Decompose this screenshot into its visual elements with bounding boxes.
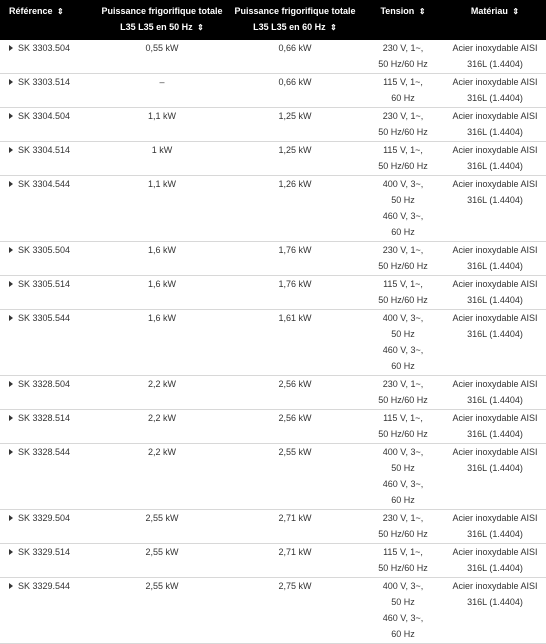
table-row[interactable] [0,276,546,310]
table-row[interactable] [0,74,546,108]
cell-voltage-line: 60 Hz [391,227,415,237]
cell-voltage-line: 230 V, 1~, [382,111,424,121]
cell-power-50hz: 1,6 kW [96,242,228,276]
cell-material-line: Acier inoxydable AISI [452,313,538,323]
column-header-power-60hz[interactable] [228,0,362,40]
cell-voltage-line: 230 V, 1~, [382,43,424,53]
triangle-right-icon[interactable] [9,315,13,321]
cell-material-line: Acier inoxydable AISI [452,547,538,557]
table-body [0,40,546,644]
cell-voltage-line: 50 Hz/60 Hz [378,261,428,271]
cell-voltage-line: 60 Hz [391,629,415,639]
cell-power-50hz: 1,1 kW [96,108,228,142]
cell-material [444,242,546,276]
triangle-right-icon[interactable] [9,147,13,153]
cell-material-line: Acier inoxydable AISI [452,379,538,389]
cell-power-50hz: 1 kW [96,142,228,176]
cell-power-60hz: 1,25 kW [228,142,362,176]
cell-reference [0,142,96,176]
cell-material-line: Acier inoxydable AISI [452,447,538,457]
cell-reference [0,444,96,510]
cell-material-line: 316L (1.4404) [467,395,523,405]
triangle-right-icon[interactable] [9,415,13,421]
cell-voltage-line: 50 Hz/60 Hz [378,563,428,573]
cell-power-50hz: 1,1 kW [96,176,228,242]
cell-power-50hz: 0,55 kW [96,40,228,74]
reference-link[interactable]: SK 3329.544 [18,581,71,591]
cell-material-line: 316L (1.4404) [467,93,523,103]
table-row[interactable] [0,544,546,578]
cell-reference [0,74,96,108]
reference-link[interactable]: SK 3305.544 [18,313,71,323]
cell-voltage-line: 50 Hz/60 Hz [378,395,428,405]
triangle-right-icon[interactable] [9,281,13,287]
cell-reference [0,310,96,376]
sort-arrows-icon[interactable]: ⇕ [512,7,520,16]
cell-material [444,108,546,142]
column-header-label: Matériau [470,6,508,16]
cell-material-line: 316L (1.4404) [467,563,523,573]
column-header-power-50hz[interactable] [96,0,228,40]
cell-voltage-line: 115 V, 1~, [383,547,423,557]
cell-voltage-line: 115 V, 1~, [383,279,423,289]
cell-voltage [362,108,444,142]
table-row[interactable] [0,510,546,544]
cell-voltage-line: 50 Hz [391,597,415,607]
reference-link[interactable]: SK 3329.514 [18,547,71,557]
triangle-right-icon[interactable] [9,583,13,589]
cell-power-50hz: 1,6 kW [96,276,228,310]
cell-material-line: Acier inoxydable AISI [452,413,538,423]
table-row[interactable] [0,376,546,410]
cell-power-60hz: 2,56 kW [228,376,362,410]
cell-voltage-line: 50 Hz/60 Hz [378,161,428,171]
cell-material-line: Acier inoxydable AISI [452,145,538,155]
table-row[interactable] [0,410,546,444]
cell-voltage-line: 460 V, 3~, [382,345,424,355]
table-row[interactable] [0,444,546,510]
cell-voltage-line: 400 V, 3~, [382,581,424,591]
cell-material [444,176,546,242]
table-row[interactable] [0,40,546,74]
cell-material-line: 316L (1.4404) [467,261,523,271]
sort-arrows-icon[interactable]: ⇕ [418,7,426,16]
column-header-reference[interactable] [0,0,96,40]
cell-reference [0,40,96,74]
cell-power-60hz: 1,26 kW [228,176,362,242]
cell-power-60hz: 0,66 kW [228,74,362,108]
cell-voltage [362,310,444,376]
reference-link[interactable]: SK 3304.544 [18,179,71,189]
cell-material [444,578,546,644]
triangle-right-icon[interactable] [9,181,13,187]
cell-voltage [362,74,444,108]
triangle-right-icon[interactable] [9,79,13,85]
reference-link[interactable]: SK 3328.544 [18,447,71,457]
triangle-right-icon[interactable] [9,549,13,555]
header-row [0,0,546,40]
cell-voltage [362,242,444,276]
cell-material-line: Acier inoxydable AISI [452,77,538,87]
cell-material-line: 316L (1.4404) [467,161,523,171]
table-header [0,0,546,40]
cell-reference [0,276,96,310]
cell-voltage-line: 60 Hz [391,495,415,505]
cell-material [444,376,546,410]
cell-voltage-line: 50 Hz/60 Hz [378,59,428,69]
table-row[interactable] [0,142,546,176]
cell-voltage-line: 230 V, 1~, [382,245,424,255]
cell-voltage [362,276,444,310]
cell-voltage [362,176,444,242]
triangle-right-icon[interactable] [9,515,13,521]
cell-power-50hz: – [96,74,228,108]
cell-material [444,510,546,544]
column-header-label: Puissance frigorifique totale L35 L35 en 50 Hz [101,6,223,32]
cell-voltage-line: 50 Hz/60 Hz [378,127,428,137]
triangle-right-icon[interactable] [9,381,13,387]
cell-voltage-line: 230 V, 1~, [382,513,424,523]
table-row[interactable] [0,242,546,276]
cell-material-line: Acier inoxydable AISI [452,513,538,523]
cell-power-50hz: 2,2 kW [96,444,228,510]
column-header-label: Référence [9,6,53,16]
cell-reference [0,578,96,644]
cell-power-50hz: 2,2 kW [96,376,228,410]
cell-material-line: Acier inoxydable AISI [452,279,538,289]
table-row[interactable] [0,578,546,644]
cell-material-line: 316L (1.4404) [467,295,523,305]
cell-material [444,142,546,176]
reference-link[interactable]: SK 3304.514 [18,145,71,155]
cell-material [444,74,546,108]
cell-material-line: Acier inoxydable AISI [452,111,538,121]
cell-reference [0,544,96,578]
cell-power-60hz: 1,76 kW [228,276,362,310]
cell-reference [0,242,96,276]
cell-voltage-line: 400 V, 3~, [382,447,424,457]
cell-voltage-line: 50 Hz [391,463,415,473]
cell-power-60hz: 2,75 kW [228,578,362,644]
cell-power-50hz: 1,6 kW [96,310,228,376]
table-row[interactable] [0,176,546,242]
column-header-voltage[interactable] [362,0,444,40]
cell-voltage-line: 60 Hz [391,93,415,103]
triangle-right-icon[interactable] [9,247,13,253]
cell-power-60hz: 2,71 kW [228,510,362,544]
cell-material [444,544,546,578]
sort-arrows-icon[interactable]: ⇕ [197,23,204,32]
cell-reference [0,510,96,544]
cell-power-60hz: 2,55 kW [228,444,362,510]
cell-material-line: 316L (1.4404) [467,59,523,69]
cell-voltage [362,142,444,176]
reference-link[interactable]: SK 3329.504 [18,513,71,523]
cell-voltage [362,510,444,544]
cell-material [444,410,546,444]
cell-voltage [362,544,444,578]
cell-voltage-line: 230 V, 1~, [382,379,424,389]
cell-voltage-line: 460 V, 3~, [382,613,424,623]
cell-material [444,444,546,510]
cell-voltage-line: 400 V, 3~, [382,313,424,323]
cell-voltage-line: 50 Hz [391,329,415,339]
sort-arrows-icon[interactable]: ⇕ [57,7,64,16]
cell-material-line: 316L (1.4404) [467,529,523,539]
cell-power-60hz: 2,56 kW [228,410,362,444]
cell-voltage-line: 400 V, 3~, [382,179,424,189]
reference-link[interactable]: SK 3328.514 [18,413,71,423]
cell-reference [0,108,96,142]
column-header-label: Tension [380,6,415,16]
cell-material-line: Acier inoxydable AISI [452,581,538,591]
cell-voltage [362,444,444,510]
cell-reference [0,376,96,410]
cell-material-line: 316L (1.4404) [467,597,523,607]
reference-link[interactable]: SK 3303.514 [18,77,71,87]
cell-reference [0,410,96,444]
cell-power-60hz: 2,71 kW [228,544,362,578]
cell-power-50hz: 2,55 kW [96,578,228,644]
cell-material [444,310,546,376]
column-header-label: Puissance frigorifique totale L35 L35 en 60 Hz [234,6,356,32]
cell-power-60hz: 1,25 kW [228,108,362,142]
cell-material [444,276,546,310]
reference-link[interactable]: SK 3328.504 [18,379,71,389]
sort-arrows-icon[interactable]: ⇕ [330,23,337,32]
cell-reference [0,176,96,242]
cell-voltage-line: 115 V, 1~, [383,77,423,87]
cell-material-line: Acier inoxydable AISI [452,179,538,189]
cell-power-50hz: 2,2 kW [96,410,228,444]
cell-voltage [362,376,444,410]
cell-voltage-line: 460 V, 3~, [382,479,424,489]
cell-voltage-line: 50 Hz/60 Hz [378,529,428,539]
cell-power-60hz: 1,61 kW [228,310,362,376]
cell-material-line: 316L (1.4404) [467,463,523,473]
triangle-right-icon[interactable] [9,113,13,119]
cell-material-line: 316L (1.4404) [467,195,523,205]
table-row[interactable] [0,310,546,376]
cell-voltage [362,578,444,644]
table-row[interactable] [0,108,546,142]
cell-voltage [362,410,444,444]
reference-link[interactable]: SK 3303.504 [18,43,71,53]
cell-material-line: 316L (1.4404) [467,329,523,339]
cell-voltage-line: 115 V, 1~, [383,413,423,423]
cell-material [444,40,546,74]
reference-link[interactable]: SK 3305.514 [18,279,71,289]
reference-link[interactable]: SK 3305.504 [18,245,71,255]
column-header-material[interactable] [444,0,546,40]
cell-material-line: 316L (1.4404) [467,127,523,137]
cell-material-line: Acier inoxydable AISI [452,43,538,53]
cell-voltage-line: 50 Hz/60 Hz [378,295,428,305]
cell-power-60hz: 0,66 kW [228,40,362,74]
cell-voltage-line: 50 Hz [391,195,415,205]
cell-material-line: Acier inoxydable AISI [452,245,538,255]
reference-link[interactable]: SK 3304.504 [18,111,71,121]
triangle-right-icon[interactable] [9,449,13,455]
triangle-right-icon[interactable] [9,45,13,51]
cell-power-50hz: 2,55 kW [96,544,228,578]
cell-power-50hz: 2,55 kW [96,510,228,544]
cell-voltage-line: 115 V, 1~, [383,145,423,155]
cell-voltage-line: 50 Hz/60 Hz [378,429,428,439]
cell-voltage-line: 60 Hz [391,361,415,371]
cell-voltage [362,40,444,74]
cell-material-line: 316L (1.4404) [467,429,523,439]
cell-power-60hz: 1,76 kW [228,242,362,276]
cell-voltage-line: 460 V, 3~, [382,211,424,221]
